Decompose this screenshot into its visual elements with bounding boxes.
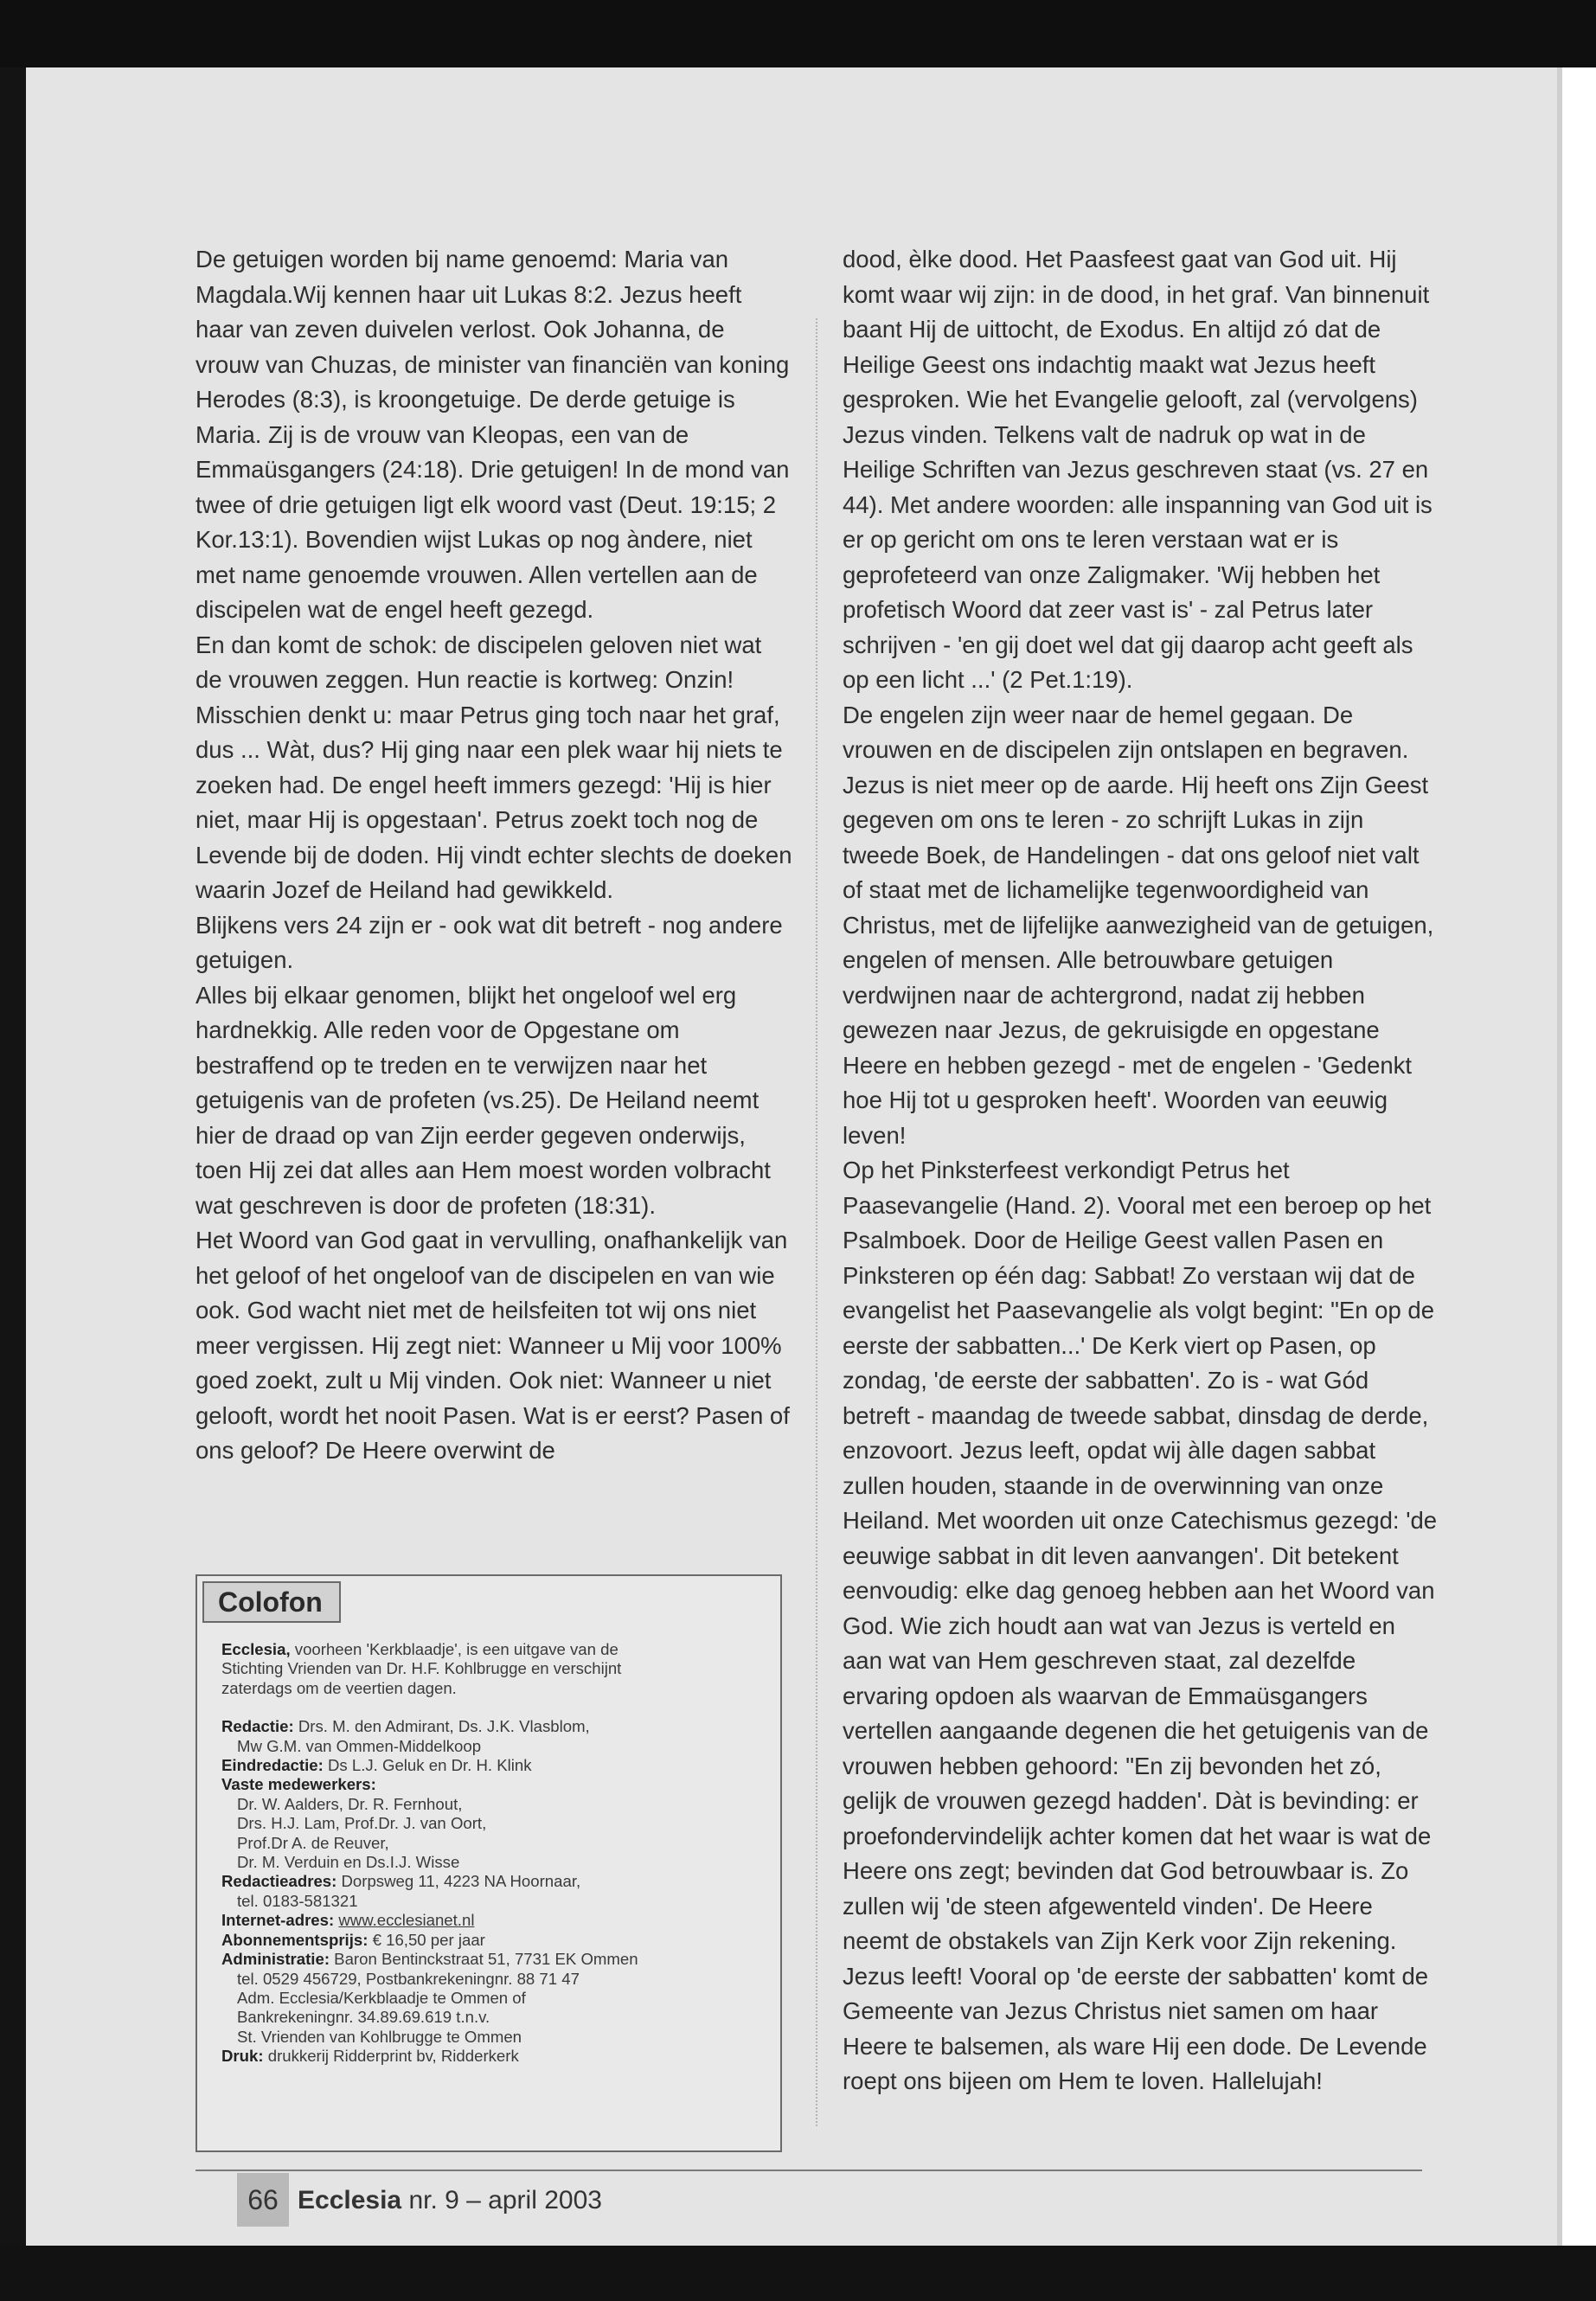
colofon-title: Colofon bbox=[202, 1581, 341, 1623]
magazine-name: Ecclesia bbox=[298, 2186, 402, 2214]
paragraph: Het Woord van God gaat in vervulling, onafhankelijk van het geloof of het ongeloof van de discipelen en van wie ook. God wacht niet met de heilsfeiten tot wij ons niet meer vergissen. Hij zegt niet: Wanneer u Mij voor 100% goed zoekt, zult u Mij vinden. Ook niet: Wanneer u niet gelooft, wordt het nooit Pasen. Wat is er eerst? Pasen of ons geloof? De Heere overwint de bbox=[195, 1227, 790, 1464]
footer-rule bbox=[195, 2170, 1422, 2171]
colofon-label: Administratie: bbox=[221, 1950, 330, 1969]
scan-bottom-border bbox=[0, 2246, 1596, 2301]
colofon-box bbox=[195, 1574, 782, 2152]
colofon-label: Abonnementsprijs: bbox=[221, 1930, 369, 1949]
colofon-label: Druk: bbox=[221, 2047, 264, 2066]
colofon-label: Internet-adres: bbox=[221, 1911, 335, 1930]
column-divider bbox=[816, 318, 817, 2126]
website-link[interactable]: www.ecclesianet.nl bbox=[338, 1911, 475, 1930]
scan-top-border bbox=[0, 0, 1596, 67]
colofon-body: Ecclesia, voorheen 'Kerkblaadje', is een uitgave van de Stichting Vrienden van Dr. H.F. Kohlbrugge en verschijnt zaterdags om de veertien dagen. Redactie: Drs. M. den Admirant, Ds. J.K. Vlasblom, Mw G.M. van Ommen-Middelkoop Eindredactie: Ds L.J. Geluk en Dr. H. Klink Vaste medewerkers: Dr. W. Aalders, Dr. R. Fernhout, Drs. H.J. Lam, Prof.Dr. J. van Oort, Prof.Dr A. de Reuver, Dr. M. Verduin en Ds.I.J. Wisse Redactieadres: Dorpsweg 11, 4223 NA Hoornaar, tel. 0183-581321 Internet-adres: www.ecclesianet.nl Abonnementsprijs: € 16,50 per jaar Administratie: Baron Bentinckstraat 51, 7731 EK Ommen tel. 0529 456729, Postbankrekeningnr. 88 71 47 Adm. Ecclesia/Kerkblaadje te Ommen of Bankrekeningnr. 34.89.69.619 t.n.v. St. Vrienden van Kohlbrugge te Ommen Druk: drukkerij Ridderprint bv, Ridderkerk bbox=[221, 1640, 638, 2066]
paragraph: dood, èlke dood. Het Paasfeest gaat van God uit. Hij komt waar wij zijn: in de dood, in het graf. Van binnenuit baant Hij de uittocht, de Exodus. En altijd zó dat de Heilige Geest ons indachtig maakt wat Jezus heeft gesproken. Wie het Evangelie gelooft, zal (vervolgens) Jezus vinden. Telkens valt de nadruk op wat in de Heilige Schriften van Jezus geschreven staat (vs. 27 en 44). Met andere woorden: alle inspanning van God uit is er op gericht om ons te leren verstaan wat er is geprofeteerd van onze Zaligmaker. 'Wij hebben het profetisch Woord dat zeer vast is' - zal Petrus later schrijven - 'en gij doet wel dat gij daarop acht geeft als op een licht ...' (2 Pet.1:19). bbox=[843, 246, 1433, 693]
scan-left-border bbox=[0, 67, 26, 2301]
article-column-left bbox=[195, 242, 792, 1469]
scan-right-edge bbox=[1557, 67, 1596, 2246]
page-number: 66 bbox=[237, 2173, 289, 2227]
colofon-label: Eindredactie: bbox=[221, 1756, 324, 1775]
colofon-label: Vaste medewerkers: bbox=[221, 1775, 376, 1794]
paragraph: De engelen zijn weer naar de hemel gegaan. De vrouwen en de discipelen zijn ontslapen en begraven. Jezus is niet meer op de aarde. Hij heeft ons Zijn Geest gegeven om ons te leren - zo schrijft Lukas in zijn tweede Boek, de Handelingen - dat ons geloof niet valt of staat met de lichamelijke tegenwoordigheid van Christus, met de lijfelijke aanwezigheid van de getuigen, engelen of mensen. Alle betrouwbare getuigen verdwijnen naar de achtergrond, nadat zij hebben gewezen naar Jezus, de gekruisigde en opgestane Heere en hebben gezegd - met de engelen - 'Gedenkt hoe Hij tot u gesproken heeft'. Woorden van eeuwig leven! bbox=[843, 701, 1434, 1149]
paragraph: De getuigen worden bij name genoemd: Maria van Magdala.Wij kennen haar uit Lukas 8:2. Jezus heeft haar van zeven duivelen verlost. Ook Johanna, de vrouw van Chuzas, de minister van financiën van koning Herodes (8:3), is kroongetuige. De derde getuige is Maria. Zij is de vrouw van Kleopas, een van de Emmaüsgangers (24:18). Drie getuigen! In de mond van twee of drie getuigen ligt elk woord vast (Deut. 19:15; 2 Kor.13:1). Bovendien wijst Lukas op nog àndere, niet met name genoemde vrouwen. Allen vertellen aan de discipelen wat de engel heeft gezegd. bbox=[195, 246, 790, 623]
colofon-label: Redactie: bbox=[221, 1717, 294, 1736]
paragraph: Blijkens vers 24 zijn er - ook wat dit betreft - nog andere getuigen. bbox=[195, 911, 783, 973]
article-column-right bbox=[843, 242, 1439, 2099]
paragraph: En dan komt de schok: de discipelen geloven niet wat de vrouwen zeggen. Hun reactie is kortweg: Onzin! Misschien denkt u: maar Petrus ging toch naar het graf, dus ... Wàt, dus? Hij ging naar een plek waar hij niets te zoeken had. De engel heeft immers gezegd: 'Hij is hier niet, maar Hij is opgestaan'. Petrus zoekt toch nog de Levende bij de doden. Hij vindt echter slechts de doeken waarin Jozef de Heiland had gewikkeld. bbox=[195, 631, 792, 903]
colofon-label: Ecclesia, bbox=[221, 1640, 291, 1658]
colofon-label: Redactieadres: bbox=[221, 1872, 337, 1891]
paragraph: Op het Pinksterfeest verkondigt Petrus het Paasevangelie (Hand. 2). Vooral met een beroep op het Psalmboek. Door de Heilige Geest vallen Pasen en Pinksteren op één dag: Sabbat! Zo verstaan wij dat de evangelist het Paasevangelie als volgt begint: "En op de eerste der sabbatten...' De Kerk viert op Pasen, op zondag, 'de eerste der sabbatten'. Zo is - wat Gód betreft - maandag de tweede sabbat, dinsdag de derde, enzovoort. Jezus leeft, opdat wij àlle dagen sabbat zullen houden, staande in de overwinning van onze Heiland. Met woorden uit onze Catechismus gezegd: 'de eeuwige sabbat in dit leven aanvangen'. Dit betekent eenvoudig: elke dag genoeg hebben aan het Woord van God. Wie zich houdt aan wat van Jezus is verteld en aan wat van Hem geschreven staat, zal dezelfde ervaring opdoen als waarvan de Emmaüsgangers vertellen aangaande degenen die het getuigenis van de vrouwen hebben gehoord: "En zij bevonden het zó, gelijk de vrouwen gezegd hadden'. Dàt is bevinding: er proefondervindelijk achter komen dat het waar is wat de Heere ons zegt; bevinden dat God betrouwbaar is. Zo zullen wij 'de steen afgewenteld vinden'. De Heere neemt de obstakels van Zijn Kerk voor Zijn rekening. Jezus leeft! Vooral op 'de eerste der sabbatten' komt de Gemeente van Jezus Christus niet samen om haar Heere te balsemen, als ware Hij een dode. De Levende roept ons bijeen om Hem te loven. Hallelujah! bbox=[843, 1157, 1438, 2094]
magazine-page bbox=[26, 67, 1557, 2246]
paragraph: Alles bij elkaar genomen, blijkt het ongeloof wel erg hardnekkig. Alle reden voor de Opgestane om bestraffend op te treden en te verwijzen naar het getuigenis van de profeten (vs.25). De Heiland neemt hier de draad op van Zijn eerder gegeven onderwijs, toen Hij zei dat alles aan Hem moest worden volbracht wat geschreven is door de profeten (18:31). bbox=[195, 981, 771, 1219]
issue-info: nr. 9 – april 2003 bbox=[401, 2186, 602, 2214]
footer-issue-line bbox=[298, 2182, 602, 2220]
